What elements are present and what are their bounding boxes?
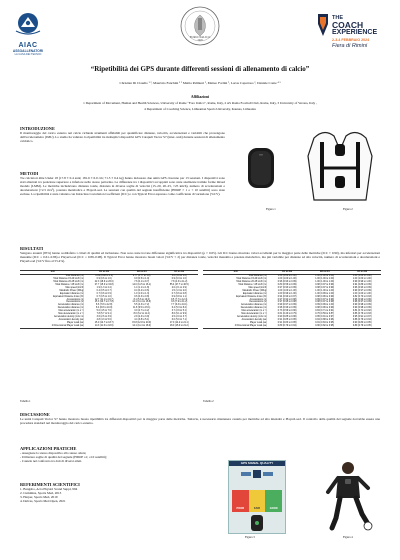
quality-good-band — [265, 490, 282, 512]
intro-text: Il monitoraggio del carico esterno nel calcio richiede strumenti affidabili per quantificare distanze, velocità, accelerazioni e variabili che provengono dall'accelerometro (IMU). Lo studio ha valutato la ripetibilità tra molteplici dispositivi GPS Catapult Vector S7 (inter- unit) durante sessioni di allenamento calcistico. — [20, 131, 225, 143]
coach-place: Fiera di Rimini — [332, 42, 368, 49]
table-row — [203, 325, 381, 328]
references-heading: REFERIMENTI SCIENTIFICI — [20, 482, 80, 487]
table-cell: 9.6 (7.9 to 11.2) — [171, 301, 188, 304]
table-cell: 0.7 (0.5 to 1.0) — [96, 295, 112, 298]
table-cell: 0.9 (0.6 to 1.0) — [96, 278, 112, 281]
quality-poor-label: POOR — [236, 507, 245, 510]
table-cell: 12.7 (11.1 to 16.7) — [94, 298, 114, 301]
table-cell: 6.0 (5.0 to 7.1) — [171, 318, 187, 321]
table-cell: 1.00 (0.99 to 1.00) — [277, 292, 297, 295]
aiac-tagline: LA CASA DEI TECNICI — [14, 53, 42, 56]
table-cell: 0.4 (0.5 to 0.7) — [96, 289, 112, 292]
table-cell: 1.4 (1.1 to 1.8) — [134, 286, 150, 289]
table-cell: 4.8 (4.3 to 5.6) — [96, 318, 112, 321]
table-2-grid — [203, 270, 381, 329]
table-cell: 0.77 (0.77 to 1.0) — [132, 275, 151, 278]
row-label: Total Distance >25 km/h (m) — [55, 284, 84, 286]
figure-1 — [236, 140, 286, 196]
table-cell: 0.88 (0.79 to 0.94) — [352, 318, 372, 321]
table-cell: 0.96 (0.93 to 0.99) — [352, 286, 372, 289]
table-cell: 1.00 (1.00 to 1.00) — [277, 275, 297, 278]
table-cell: 0.90 (0.80 to 0.95) — [352, 321, 372, 324]
row-label: Acceleration density (au) — [58, 318, 84, 321]
table-cell: 0.7 (0.6 to 0.8) — [171, 292, 187, 295]
coach-line-2: COACH — [332, 19, 364, 30]
affiliations-heading: Affiliazioni — [190, 95, 210, 99]
figure-3 — [228, 460, 286, 534]
methods-section — [20, 171, 225, 196]
table-cell: 0.98 (0.96 to 0.99) — [315, 295, 335, 298]
figure-4 — [318, 458, 382, 532]
row-label: Metabolic Power (W/kg) — [242, 289, 267, 292]
table-1 — [20, 270, 198, 329]
table-cell: 15.3 (10.7 to 17.8) — [94, 301, 114, 304]
reference-item: 1. Bangsbo, Acta Physiol Scand Suppl, 994 — [20, 487, 78, 491]
table-cell: 11.8 (9.5 to 15.1) — [133, 307, 151, 310]
table-2-column-header: D3 vs D4 — [306, 271, 344, 275]
authors: Christian Di Claudio ¹ ², Maurizio Fanchini ¹ ² Mattia Palmieri ², Matteo Forlini ², Lucas Caparraso ², Daniele Conte ⁴ ³ — [119, 81, 281, 85]
table-cell: 7.8 (5.7 to 9.1) — [96, 313, 112, 316]
gps-device-small-icon — [229, 513, 285, 533]
table-cell: 14.1 (11.4 to 18.0) — [132, 301, 151, 304]
table-cell: 0.94 (0.90 to 0.97) — [277, 295, 297, 298]
table-cell: 5.5 (4.3 to 7.2) — [134, 304, 150, 307]
table-cell: 0.99 (0.99 to 1.00) — [315, 304, 335, 307]
table-cell: 0.99 (0.97 to 0.99) — [315, 298, 335, 301]
table-row — [20, 325, 198, 328]
row-label: Metabolic Power (W/kg) — [59, 289, 84, 292]
row-label: Total Distance (m) — [248, 275, 267, 278]
aiac-logo — [8, 11, 48, 56]
coach-dates: 2-3-4 FEBBRAIO 2024 — [332, 38, 370, 42]
figure-2 — [300, 128, 380, 208]
table-cell: 9.5 (7.7 to 12.4) — [171, 298, 188, 301]
table-cell: 7.7 (6.3 to 10.1) — [171, 304, 188, 307]
coach-experience-logo — [316, 12, 394, 49]
table-cell: 0.97 (0.93 to 0.99) — [277, 286, 297, 289]
table-cell: 18.0 (15.0 to 21.2) — [160, 325, 198, 328]
table-cell: 5.0 (4.5 to 7.6) — [96, 310, 112, 313]
table-cell: 15.8 (12.8 to 20.9) — [132, 321, 152, 324]
table-cell: 0.82 (0.70 to 0.93) — [352, 295, 372, 298]
coach-line-3: EXPERIENCE — [332, 28, 378, 36]
affiliations-line-1: 1 Department of Movement, Human and Health Sciences, University of Rome “Foro Italico”, Rome, Italy, 2 AS Roma Football Club, Rome, Italy, 3 University of Verona, Italy , — [83, 101, 317, 105]
table-1-column-header: D5 vs D6 — [160, 271, 198, 275]
table-cell: 0.89 (0.79 to 0.95) — [343, 325, 381, 328]
table-cell: 1.5 (1.3 to 2.0) — [171, 289, 187, 292]
table-cell: 2.0 (2.1 to 2.9) — [171, 286, 187, 289]
row-label: Total Distance 20-25 km/h (m) — [53, 281, 84, 284]
reference-item: 2. Cummins, Sports Med, 2013 — [20, 491, 62, 495]
table-cell: 0.98 (0.96 to 0.99) — [315, 307, 335, 310]
table-cell: 1.00 (1.00 to 1.00) — [352, 275, 372, 278]
results-section — [20, 246, 380, 263]
intro-heading: INTRODUZIONE — [20, 126, 55, 131]
seal-year: 1928 — [197, 39, 203, 42]
table-2-caption: Tabella 2 — [203, 399, 214, 403]
table-2-column-header: ICR — [203, 271, 268, 275]
table-cell: 8.0 (6.2 to 11.2) — [133, 313, 150, 316]
row-label: Total Distance >25 km/h (m) — [238, 284, 267, 286]
methods-heading: METODI — [20, 171, 39, 176]
row-label: Acceleration density (m/s²·m) — [237, 315, 267, 318]
table-cell: 0.90 (0.85 to 0.96) — [277, 315, 297, 318]
table-1-body — [20, 275, 198, 328]
application-item: - Cautela nel confronto tra dati di diversi atleti. — [20, 459, 82, 463]
row-label: 2 Dimensional Player Load (au) — [203, 325, 268, 328]
table-cell: 0.61 (0.40 to 0.79) — [277, 313, 297, 316]
row-label: Accelerations (n) — [249, 298, 267, 301]
poster-title: “Ripetibilità dei GPS durante differenti sessioni di allenamento di calcio” — [90, 65, 310, 73]
table-cell: 0.99 (0.98 to 1.0) — [95, 275, 113, 278]
aiac-emblem-icon — [8, 11, 48, 37]
table-cell: 1.0 (1.0 to 1.0) — [171, 275, 187, 278]
table-cell: 0.99 (0.98 to 0.99) — [352, 307, 372, 310]
discussion-text: Le unità Catapult Vector S7 hanno mostrato buona ripetibilità tra differenti dispositivi per la maggior parte delle metriche. Tuttavia, è necessario mantenere cautela per metriche ad alta intensità e PlayerLoad. Il controllo della qualità del segnale dovrebbe essere una procedura standard nel monitoraggio del carico esterno. — [20, 417, 380, 425]
table-cell: 3.7 (2.9 to 5.1) — [171, 310, 187, 313]
row-label: Player Load (au) — [66, 321, 84, 324]
row-label: Acceleration density (m/s²·m) — [54, 315, 84, 318]
table-1-caption: Tabella 1 — [20, 399, 31, 403]
row-label: 2 Dimensional Player Load (au) — [20, 325, 85, 328]
table-cell: 1.00 (1.00 to 1.00) — [315, 281, 335, 284]
aiac-name: AIAC — [18, 42, 38, 49]
table-cell: 4.4 (3.8 to 5.1) — [134, 318, 150, 321]
intro-section — [20, 126, 225, 143]
table-cell: 1.00 (0.99 to 1.00) — [315, 292, 335, 295]
row-label: Player Load (au) — [249, 321, 267, 324]
table-cell: 6.4 (5.3 to 8.2) — [171, 307, 187, 310]
table-cell: 2.9 (2.3 to 3.9) — [134, 315, 150, 318]
applications-heading: APPLICAZIONI PRATICHE — [20, 446, 77, 451]
table-cell: 0.84 (0.71 to 0.91) — [315, 310, 335, 313]
table-cell: 8.4 (6.8 to 10.9) — [96, 307, 113, 310]
coach-line-1: THE — [332, 14, 343, 21]
table-cell: 0.99 (0.97 to 0.99) — [352, 289, 372, 292]
foro-italico-seal — [179, 5, 221, 47]
coach-emblem-icon — [316, 12, 330, 38]
quality-poor-band — [232, 490, 249, 512]
application-item: - Utilizzare soglie di qualità del segnale (HDOP ≤1; ≥10 satelliti); — [20, 455, 107, 459]
table-cell: 14.3 (11.6 to 18.6) — [85, 325, 123, 328]
table-cell: 0.9 (0.3 to 1.0) — [171, 278, 187, 281]
application-item: - Assegnare lo stesso dispositivo allo stesso atleta; — [20, 451, 87, 455]
table-cell: 1.00 (1.00 to 1.00) — [315, 278, 335, 281]
references-section — [20, 482, 220, 503]
table-cell: 1.00 (1.00 to 1.00) — [352, 278, 372, 281]
football-player-icon — [318, 458, 382, 532]
results-heading: RISULTATI — [20, 246, 44, 251]
gps-device-icon — [236, 140, 286, 192]
results-text: Vengono assunti (95%) hanno soddisfatto i criteri di qualità ed inclusione. Non sono state trovate differenze significative tra dispositivi (p > 0.05). Gli ICC hanno mostrato valori eccellenti per la maggior parte delle metriche (ICC > 0.90), ma inferiori per accelerazioni massime (ICC = 0.61–0.86) e PlayerLoad (ICC = 0.89–0.98). Il Typical Error hanno mostrato buoni valori (%CV < 2) per distanza totale, velocità massima e potenza metabolica, ma più variabile per distanze ad alta velocità, numero di accelerazioni e decelerazioni e PlayerLoad (%CV fino al 55.4%). — [20, 251, 380, 263]
row-label: Acceleration distance (m) — [57, 304, 84, 307]
table-cell: 1.00 (1.00 to 1.00) — [277, 278, 297, 281]
row-label: Equivalent distance (m) — [242, 292, 267, 295]
table-cell: 0.97 (0.94 to 0.98) — [277, 298, 297, 301]
table-cell: 14.1 (11.4 to 18.0) — [123, 325, 161, 328]
row-label: Total Distance (m) — [65, 275, 84, 278]
row-label: Deceleration distance (m) — [57, 307, 84, 310]
discussion-heading: DISCUSSIONE — [20, 412, 50, 417]
table-cell: 0.4 (0.4 to 0.6) — [134, 289, 150, 292]
table-cell: 3.0 (2.7 to 4.2) — [134, 310, 150, 313]
row-label: Max speed (km/h) — [65, 286, 84, 289]
table-cell: 1.9 (1.3 to 2.4) — [96, 286, 112, 289]
table-cell: 0.89 (0.79 to 0.94) — [268, 325, 306, 328]
table-cell: 7.6 (0.1 to 9.7) — [134, 281, 150, 284]
table-cell: 0.98 (0.97 to 0.99) — [315, 301, 335, 304]
gps-quality-title: GPS SIGNAL QUALITY — [229, 461, 285, 466]
table-cell: 0.99 (0.99 to 1.00) — [352, 281, 372, 284]
table-cell: 0.91 (0.85 to 0.95) — [277, 318, 297, 321]
table-cell: 0.98 (0.97 to 0.99) — [315, 286, 335, 289]
discussion-section — [20, 412, 380, 425]
row-label: Acceleration distance (m) — [240, 304, 267, 307]
seal-text: FORO ITALICO — [189, 35, 211, 39]
row-label: Deceleration distance (m) — [240, 307, 267, 310]
row-label: Decelerations (n) — [66, 301, 84, 304]
row-label: Total Distance 15-20 km/h (m) — [236, 278, 267, 281]
table-2-body — [203, 275, 381, 328]
table-cell: 0.9 (0.5 to 1.0) — [134, 278, 150, 281]
row-label: Max deceleration (m·s⁻²) — [241, 313, 267, 316]
affiliations-line-2: 4 Department of Coaching Science, Lithuanian Sports University, Kaunas, Lithuania — [144, 107, 256, 111]
figure-3-caption: Figura 3 — [245, 535, 255, 539]
satellite-icon — [229, 466, 285, 484]
table-cell: 8.6 (6.1 to 9.9) — [171, 313, 187, 316]
table-cell: 0.86 (0.76 to 0.93) — [352, 313, 372, 316]
row-label: Equivalent Distance Index (%) — [53, 295, 84, 298]
figure-4-caption: Figura 4 — [343, 535, 353, 539]
table-cell: 0.73 (0.59 to 0.90) — [277, 310, 297, 313]
table-cell: 1.00 (1.00 to 1.00) — [315, 289, 335, 292]
table-1-column-header: D1 vs D2 — [85, 271, 123, 275]
row-label: Acceleration density (au) — [241, 318, 267, 321]
table-cell: 0.91 (0.83 to 0.95) — [277, 321, 297, 324]
row-label: Max acceleration (m·s⁻²) — [241, 310, 267, 313]
reference-item: 3. Harper, Sports Med, 2019 — [20, 495, 58, 499]
table-cell: 0.96 (0.93 to 0.99) — [277, 281, 297, 284]
table-cell: 0.90 (0.82 to 0.95) — [306, 325, 344, 328]
table-cell: 0.98 (0.96 to 0.99) — [277, 307, 297, 310]
table-cell: 0.99 (0.98 to 0.99) — [352, 304, 372, 307]
table-cell: 27.7 (15.0 to 34.8) — [94, 284, 114, 286]
table-cell: 15.0 (12.7 to 18.7) — [94, 321, 114, 324]
figure-2-caption: Figura 2 — [343, 207, 353, 211]
table-cell: 0.84 (0.74 to 0.92) — [352, 310, 372, 313]
row-label: Decelerations (n) — [249, 301, 267, 304]
table-cell: 3.6 (2.6 to 3.9) — [96, 315, 112, 318]
table-cell: 0.94 (0.89 to 0.99) — [352, 284, 372, 286]
row-label: Max speed (km/h) — [248, 286, 267, 289]
row-label: Max deceleration (m·s⁻²) — [58, 313, 84, 316]
row-label: Equivalent distance (m) — [59, 292, 84, 295]
table-cell: 0.80 (0.56 to 0.99) — [277, 284, 297, 286]
table-cell: 14.0 (11.5 to 16.1) — [132, 284, 151, 286]
row-label: Max acceleration (m·s⁻²) — [58, 310, 84, 313]
row-label: Accelerations (n) — [66, 298, 84, 301]
table-cell: 55.4 (27.7 to 40.5) — [169, 284, 189, 286]
table-cell: 22.3 (18.6 to 26.0) — [94, 281, 114, 284]
table-cell: 0.76 (0.59 to 0.87) — [315, 313, 335, 316]
table-cell: 0.99 (0.97 to 0.99) — [277, 304, 297, 307]
aiac-subtitle: ASSOALLENATORI — [12, 49, 44, 53]
table-cell: 0.6 (0.3 to 0.8) — [134, 295, 150, 298]
table-1-column-header: D3 vs D4 — [123, 271, 161, 275]
table-cell: 0.97 (0.95 to 0.98) — [277, 301, 297, 304]
table-cell: 2.5 (2.0 to 3.7) — [171, 315, 187, 318]
table-cell: 0.94 (0.88 to 0.96) — [315, 318, 335, 321]
table-cell: 0.98 (0.96 to 0.99) — [352, 298, 372, 301]
table-cell: 0.98 (0.97 to 0.99) — [352, 301, 372, 304]
table-cell: 1.00 (1.00 to 1.00) — [277, 289, 297, 292]
table-cell: 0.91 (0.84 to 0.95) — [315, 321, 335, 324]
table-2-column-header: D1 vs D2 — [268, 271, 306, 275]
table-cell: 1.00 (1.00 to 1.00) — [315, 275, 335, 278]
table-cell: 0.7 (0.6 to 0.9) — [96, 292, 112, 295]
table-cell: 0.9 (0.8 to 1.1) — [171, 295, 187, 298]
row-label: Total Distance 15-20 km/h (m) — [53, 278, 84, 281]
figure-1-caption: Figura 1 — [266, 207, 276, 211]
table-2-column-header: D5 vs D6 — [343, 271, 381, 275]
table-cell: 1.0 (1.0 to 1.3) — [134, 292, 150, 295]
table-cell: 8.6 (7.8 to 12.8) — [96, 304, 113, 307]
table-cell: 8.1 (5.6 to 10.0) — [133, 298, 150, 301]
quality-fair-label: FAIR — [254, 507, 260, 510]
methods-text: Tre calciatori élite Under 18 (17.8 ± 0.4 anni; 181.6 ± 6.0 cm; 71.5 ± 6.4 kg) hanno indossato due unità GPS ciascuno per 13 sessioni. I dispositivi sono stati alternati tra posizione superiore e inferiore nello stesso pettorina. Le differenze tra i dispositivi accoppiati sono state analizzate tramite forme mixed models (LMM). Le metriche includevano distanza totale, distanza in diverse soglie di velocità (15–20, 20–25, >25 km/h), numero di accelerazioni e decelerazioni (>2.5 m/s²), potenza metabolica e PlayerLoad. Le sessioni con qualità del segnale insufficiente (HDOP > 1 o < 10 satelliti) sono state escluse. La ripetibilità è stata valutata con Intraclass Correlation Coefficient (ICC) e con Typical Error espresso come coefficiente di variazione (%CV). — [20, 176, 225, 196]
quality-good-label: GOOD — [269, 507, 278, 510]
table-cell: 0.95 (0.91 to 0.97) — [352, 315, 372, 318]
table-cell: 0.95 (0.91 to 0.97) — [315, 315, 335, 318]
table-cell: 17.0 (14.2 to 21.1) — [169, 321, 189, 324]
row-label: Total Distance 20-25 km/h (m) — [236, 281, 267, 284]
table-1-column-header: ICR — [20, 271, 85, 275]
reference-item: 4. Delves, Sports Med Open, 2021 — [20, 499, 66, 503]
table-cell: 1.00 (1.00 to 1.00) — [352, 292, 372, 295]
table-cell: 7.8 (4.3 to 11.2) — [171, 281, 188, 284]
table-2 — [203, 270, 381, 329]
applications-section — [20, 446, 220, 463]
table-cell: 0.98 (0.97 to 0.99) — [315, 284, 335, 286]
table-1-grid — [20, 270, 198, 329]
quality-fair-band — [249, 490, 266, 512]
row-label: Equivalent Distance Index (%) — [236, 295, 267, 298]
gps-vest-icon — [300, 128, 380, 208]
